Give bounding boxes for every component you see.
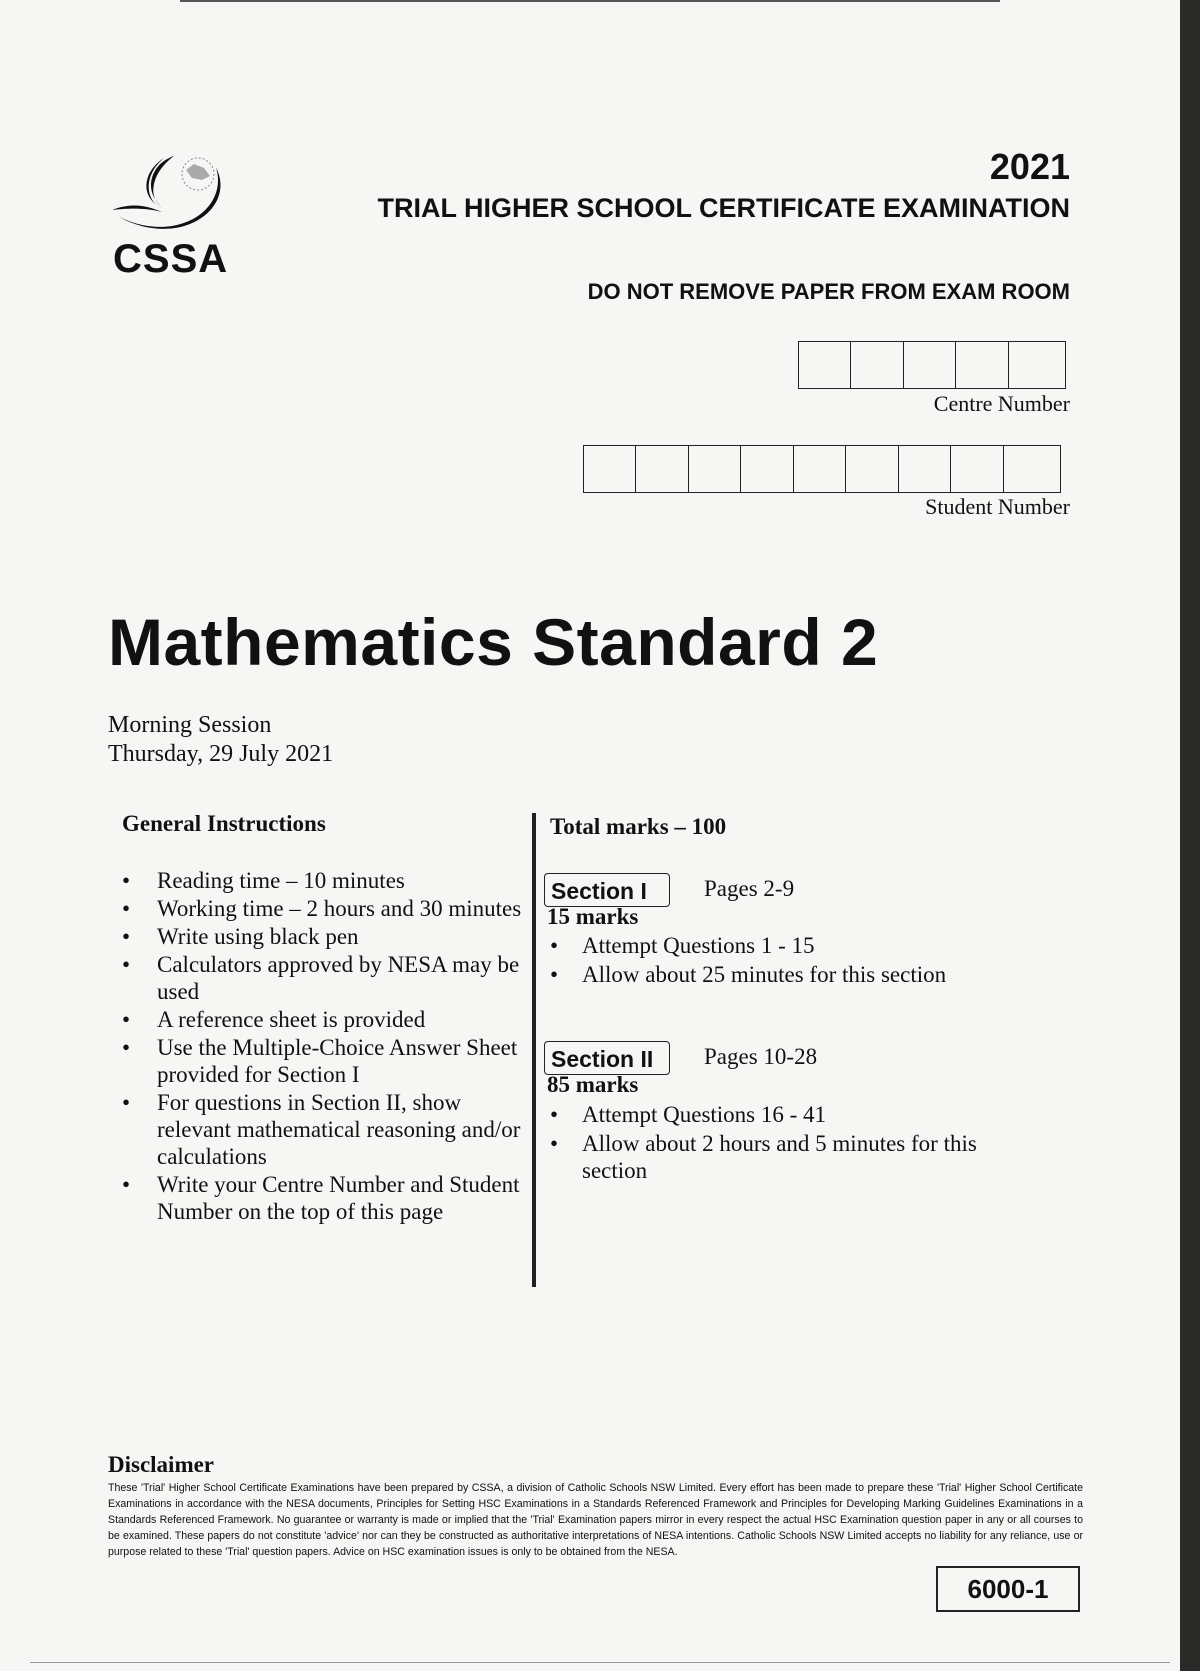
logo-text: CSSA [113, 237, 229, 281]
instruction-item: • For questions in Section II, show relevant mathematical reasoning and/or calculations [122, 1089, 522, 1170]
student-digit-box[interactable] [583, 445, 637, 493]
student-number-label: Student Number [925, 494, 1070, 519]
centre-digit-box[interactable] [850, 341, 904, 389]
student-digit-box[interactable] [740, 445, 794, 493]
centre-digit-box[interactable] [955, 341, 1009, 389]
section-2-label: Section II [544, 1041, 670, 1075]
exam-title: TRIAL HIGHER SCHOOL CERTIFICATE EXAMINATION [377, 193, 1070, 223]
column-divider [532, 813, 536, 1287]
session-name: Morning Session [108, 712, 272, 738]
student-digit-box[interactable] [635, 445, 689, 493]
instruction-item: • Working time – 2 hours and 30 minutes [122, 895, 522, 922]
exam-year: 2021 [989, 146, 1070, 187]
instruction-item: • Use the Multiple-Choice Answer Sheet provided for Section I [122, 1034, 522, 1088]
section-instruction-item: • Attempt Questions 1 - 15 [548, 932, 998, 959]
instruction-item: • Reading time – 10 minutes [122, 867, 522, 894]
student-digit-box[interactable] [950, 445, 1004, 493]
scan-edge-shadow [1180, 0, 1200, 1671]
subject-title: Mathematics Standard 2 [108, 605, 879, 679]
student-digit-box[interactable] [898, 445, 952, 493]
session-info [108, 711, 333, 769]
exam-date: Thursday, 29 July 2021 [108, 741, 334, 767]
student-digit-box[interactable] [688, 445, 742, 493]
instruction-item: • Write using black pen [122, 923, 522, 950]
student-number-field[interactable] [584, 445, 1061, 493]
paper-code: 6000-1 [936, 1566, 1080, 1612]
total-marks: Total marks – 100 [550, 814, 727, 839]
disclaimer-text: These 'Trial' Higher School Certificate Examinations have been prepared by CSSA, a division of Catholic Schools NSW Limited. Every effort has been made to prepare these 'Trial' Higher School Certificate Examinations in accordance with the NESA documents, Principles for Setting HSC Examinations in a Standards Referenced Framework and Principles for Developing Marking Guidelines Examinations in a Standards Referenced Framework. No guarantee or warranty is made or implied that the 'Trial' Examination papers mirror in every respect the actual HSC Examination question paper in any or all courses to be examined. These papers do not constitute 'advice' nor can they be constructed as authoritative interpretations of NESA intentions. Catholic Schools NSW Limited accepts no liability for any reliance, use or purpose related to these 'Trial' question papers. Advice on HSC examination issues is only to be obtained from the NESA. [108, 1482, 1083, 1558]
centre-digit-box[interactable] [798, 341, 852, 389]
student-digit-box[interactable] [1003, 445, 1061, 493]
general-instructions-heading: General Instructions [122, 811, 326, 836]
section-2-marks: 85 marks [547, 1072, 639, 1097]
disclaimer-heading: Disclaimer [108, 1452, 215, 1477]
centre-number-field[interactable] [799, 341, 1066, 389]
centre-digit-box[interactable] [1008, 341, 1066, 389]
section-1-marks: 15 marks [547, 904, 639, 929]
section-instruction-item: • Attempt Questions 16 - 41 [548, 1101, 998, 1128]
centre-digit-box[interactable] [903, 341, 957, 389]
instruction-item: • A reference sheet is provided [122, 1006, 522, 1033]
student-digit-box[interactable] [793, 445, 847, 493]
section-2-instructions [548, 1101, 998, 1186]
section-1-instructions [548, 932, 998, 990]
general-instructions-list [122, 867, 522, 1226]
section-instruction-item: • Allow about 25 minutes for this section [548, 961, 998, 988]
section-1-label: Section I [544, 873, 670, 907]
warning-notice: DO NOT REMOVE PAPER FROM EXAM ROOM [587, 279, 1070, 304]
bottom-border-line [30, 1662, 1170, 1663]
section-1-pages: Pages 2-9 [704, 876, 795, 901]
centre-number-label: Centre Number [933, 391, 1070, 416]
top-border-line [180, 0, 1000, 2]
student-digit-box[interactable] [845, 445, 899, 493]
instruction-item: • Write your Centre Number and Student Number on the top of this page [122, 1171, 522, 1225]
section-instruction-item: • Allow about 2 hours and 5 minutes for this section [548, 1130, 998, 1184]
section-2-pages: Pages 10-28 [704, 1044, 818, 1069]
instruction-item: • Calculators approved by NESA may be used [122, 951, 522, 1005]
